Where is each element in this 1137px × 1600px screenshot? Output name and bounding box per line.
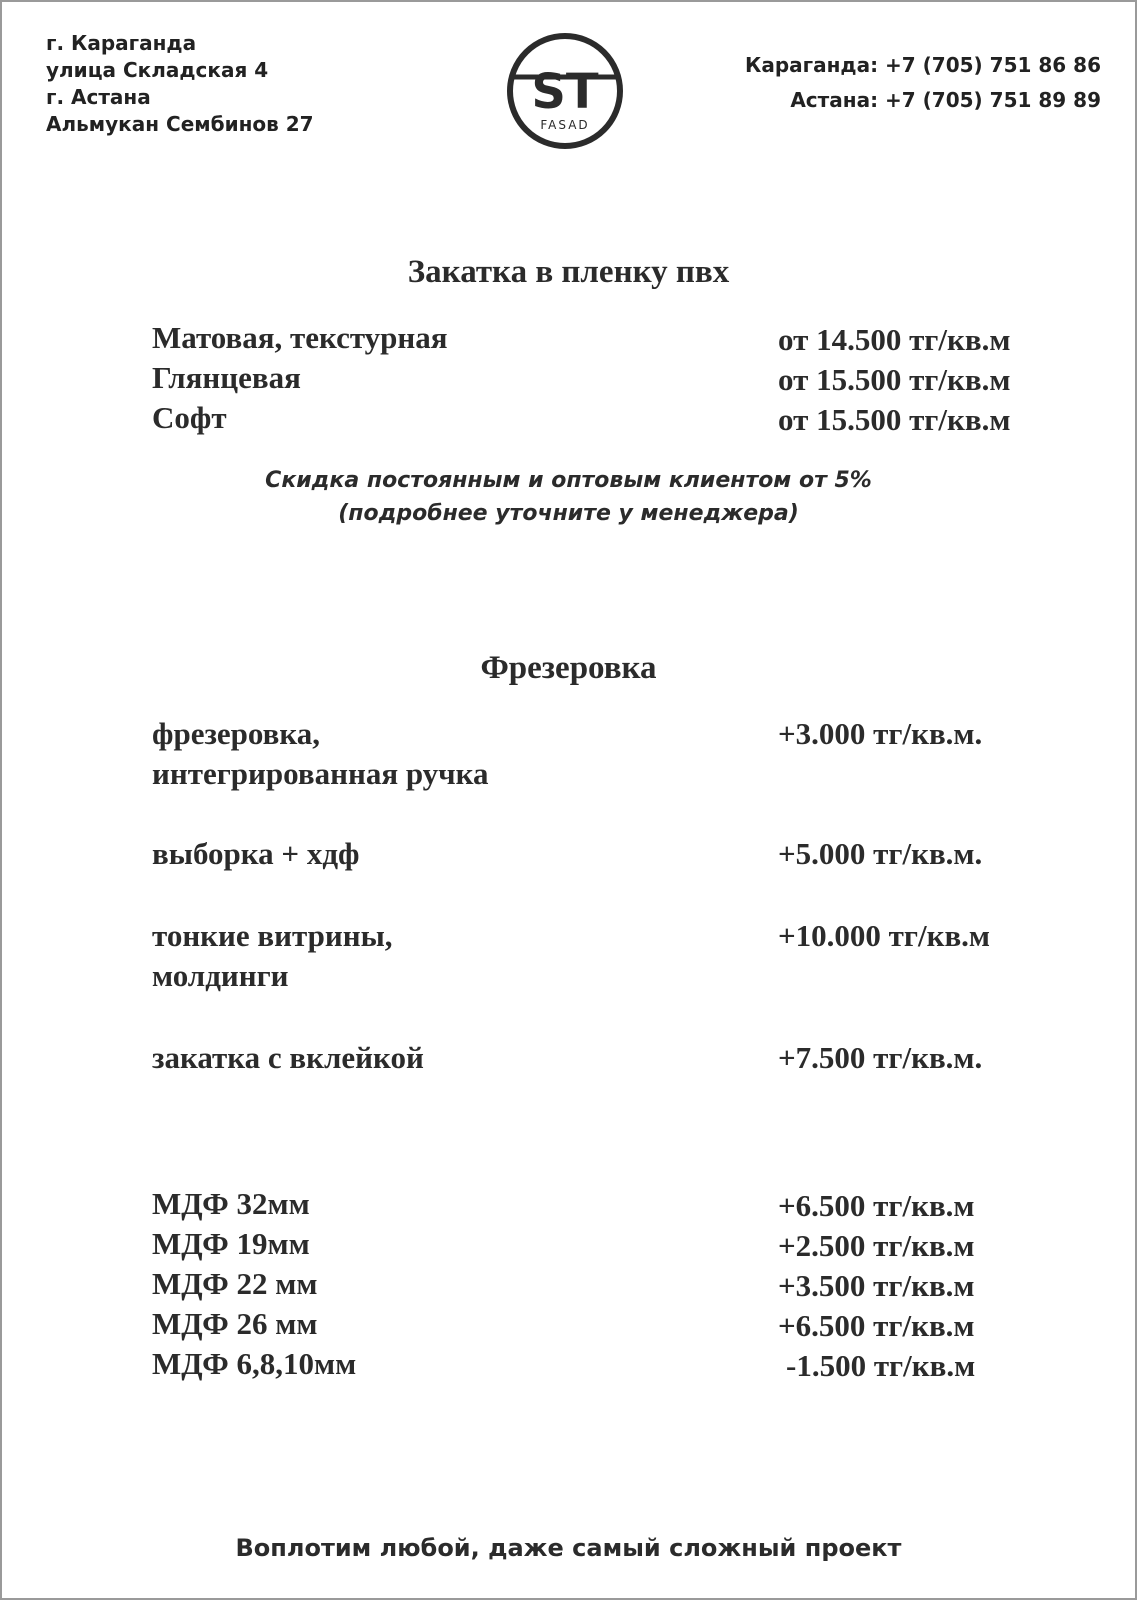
item-name [152, 916, 393, 996]
item-name [152, 1038, 424, 1078]
list-item [152, 400, 1052, 440]
item-name-line: интегрированная ручка [152, 756, 489, 791]
phone-block [745, 48, 1101, 118]
item-name: МДФ 22 мм [152, 1266, 318, 1301]
address-line: г. Караганда [46, 31, 197, 55]
item-price: +3.000 тг/кв.м. [778, 716, 983, 751]
item-name [152, 714, 489, 794]
item-name: Софт [152, 400, 227, 435]
address-block [46, 30, 314, 138]
item-name-line: тонкие витрины, [152, 918, 393, 953]
list-item [152, 1226, 1052, 1266]
item-name-line: молдинги [152, 958, 289, 993]
list-item [152, 916, 1052, 1038]
phone-astana: Астана: +7 (705) 751 89 89 [790, 88, 1101, 112]
list-item [152, 1038, 1052, 1088]
pvc-price-list [152, 320, 1052, 440]
item-name: МДФ 26 мм [152, 1306, 318, 1341]
item-price: от 15.500 тг/кв.м [778, 402, 1011, 437]
list-item [152, 714, 1052, 834]
list-item [152, 834, 1052, 916]
item-price: +6.500 тг/кв.м [778, 1188, 975, 1223]
item-price: +2.500 тг/кв.м [778, 1228, 975, 1263]
item-name: МДФ 32мм [152, 1186, 310, 1221]
item-name-line: закатка с вклейкой [152, 1040, 424, 1075]
item-name: Матовая, текстурная [152, 320, 448, 355]
item-price: от 15.500 тг/кв.м [778, 362, 1011, 397]
milling-price-list [152, 714, 1052, 1088]
item-name-line: фрезеровка, [152, 716, 321, 751]
list-item [152, 1266, 1052, 1306]
list-item [152, 320, 1052, 360]
item-price: +5.000 тг/кв.м. [778, 836, 983, 871]
item-name [152, 834, 359, 874]
section-title-milling: Фрезеровка [480, 650, 657, 686]
logo-subtitle: FASAD [540, 118, 590, 132]
note-line: Скидка постоянным и оптовым клиентом от 5% [265, 468, 872, 493]
item-name: МДФ 6,8,10мм [152, 1346, 357, 1381]
item-price: +3.500 тг/кв.м [778, 1268, 975, 1303]
item-price: -1.500 тг/кв.м [786, 1348, 976, 1383]
item-price: +10.000 тг/кв.м [778, 918, 991, 953]
phone-karaganda: Караганда: +7 (705) 751 86 86 [745, 53, 1101, 77]
st-fasad-logo-icon [506, 32, 624, 150]
section-title-pvc: Закатка в пленку пвх [407, 254, 730, 290]
item-price: +7.500 тг/кв.м. [778, 1040, 983, 1075]
list-item [152, 1306, 1052, 1346]
list-item [152, 360, 1052, 400]
note-line: (подробнее уточните у менеджера) [338, 501, 799, 526]
list-item [152, 1186, 1052, 1226]
logo-letters: ST [531, 64, 599, 120]
address-line: улица Складская 4 [46, 58, 269, 82]
item-name: Глянцевая [152, 360, 301, 395]
item-price: от 14.500 тг/кв.м [778, 322, 1011, 357]
list-item [152, 1346, 1052, 1386]
address-line: г. Астана [46, 85, 151, 109]
item-price: +6.500 тг/кв.м [778, 1308, 975, 1343]
item-name: МДФ 19мм [152, 1226, 310, 1261]
footer-slogan: Воплотим любой, даже самый сложный проект [235, 1534, 902, 1562]
address-line: Альмукан Сембинов 27 [46, 112, 314, 136]
mdf-price-list [152, 1186, 1052, 1386]
discount-note [2, 464, 1135, 530]
item-name-line: выборка + хдф [152, 836, 360, 871]
